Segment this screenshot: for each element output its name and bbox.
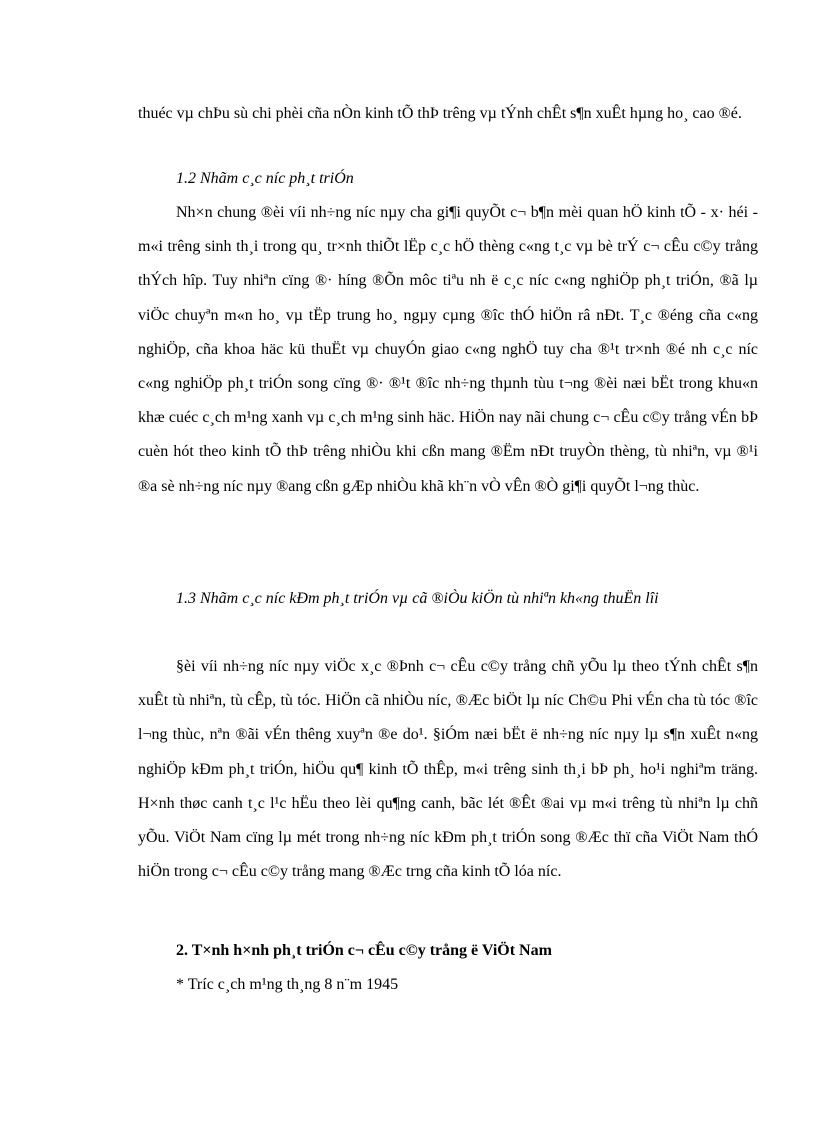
section-heading-2: 2. T×nh h×nh ph¸t triÓn c¬ cÊu c©y trång ë ViÖt Nam [176, 942, 552, 959]
section-heading-1-2: 1.2 Nhãm c¸c níc ph¸t triÓn [176, 170, 354, 187]
paragraph-section-1-2: Nh×n chung ®èi víi nh÷ng níc nµy cha gi¶i quyÕt c¬ b¶n mèi quan hÖ kinh tÕ - x· héi - m«i trêng sinh th¸i trong qu¸ tr×nh thiÕt lËp c¸c hÖ thèng c«ng t¸c vµ bè trÝ c¬ cÊu c©y trång thÝch hîp. Tuy nhiªn cïng ®· híng ®Õn môc tiªu nh ë c¸c níc c«ng nghiÖp ph¸t triÓn, ®ã lµ viÖc chuyªn m«n ho¸ vµ tËp trung ho¸ ngµy cµng ®îc thÓ hiÖn râ nÐt. T¸c ®éng cña c«ng nghiÖp, cña khoa häc kü thuËt vµ chuyÓn giao c«ng nghÖ tuy cha ®¹t tr×nh ®é nh c¸c níc c«ng nghiÖp ph¸t triÓn song cïng ®· ®¹t ®îc nh÷ng thµnh tùu t¬ng ®èi næi bËt trong khu«n khæ cuéc c¸ch m¹ng xanh vµ c¸ch m¹ng sinh häc. HiÖn nay nãi chung c¬ cÊu c©y trång vÉn bÞ cuèn hót theo kinh tÕ thÞ trêng nhiÒu khi cßn mang ®Ëm nÐt truyÒn thèng, tù nhiªn, vµ ®¹i ®a sè nh÷ng níc nµy ®ang cßn gÆp nhiÒu khã kh¨n vÒ vÊn ®Ò gi¶i quyÕt l¬ng thùc. [138, 204, 758, 495]
section-heading-1-3: 1.3 Nhãm c¸c níc kÐm ph¸t triÓn vµ cã ®iÒu kiÖn tù nhiªn kh«ng thuËn lîi [176, 590, 659, 607]
paragraph-section-1-3: §èi víi nh÷ng níc nµy viÖc x¸c ®Þnh c¬ cÊu c©y trång chñ yÕu lµ theo tÝnh chÊt s¶n xuÊt tù nhiªn, tù cÊp, tù tóc. HiÖn cã nhiÒu níc, ®Æc biÖt lµ níc Ch©u Phi vÉn cha tù tóc ®îc l¬ng thùc, nªn ®ãi vÉn thêng xuyªn ®e do¹. §iÓm næi bËt ë nh÷ng níc nµy lµ s¶n xuÊt n«ng nghiÖp kÐm ph¸t triÓn, hiÖu qu¶ kinh tÕ thÊp, m«i trêng sinh th¸i bÞ ph¸ ho¹i nghiªm träng. H×nh thøc canh t¸c l¹c hËu theo lèi qu¶ng canh, bãc lét ®Êt ®ai vµ m«i trêng tù nhiªn lµ chñ yÕu. ViÖt Nam cïng lµ mét trong nh÷ng níc kÐm ph¸t triÓn song ®Æc thï cña ViÖt Nam thÓ hiÖn trong c¬ cÊu c©y trång mang ®Æc trng cña kinh tÕ lóa níc. [138, 658, 758, 881]
subsection-label: * Tríc c¸ch m¹ng th¸ng 8 n¨m 1945 [176, 976, 399, 993]
paragraph-intro: thuéc vµ chÞu sù chi phèi cña nÒn kinh tÕ thÞ trêng vµ tÝnh chÊt s¶n xuÊt hµng ho¸ cao ®é. [138, 105, 742, 122]
